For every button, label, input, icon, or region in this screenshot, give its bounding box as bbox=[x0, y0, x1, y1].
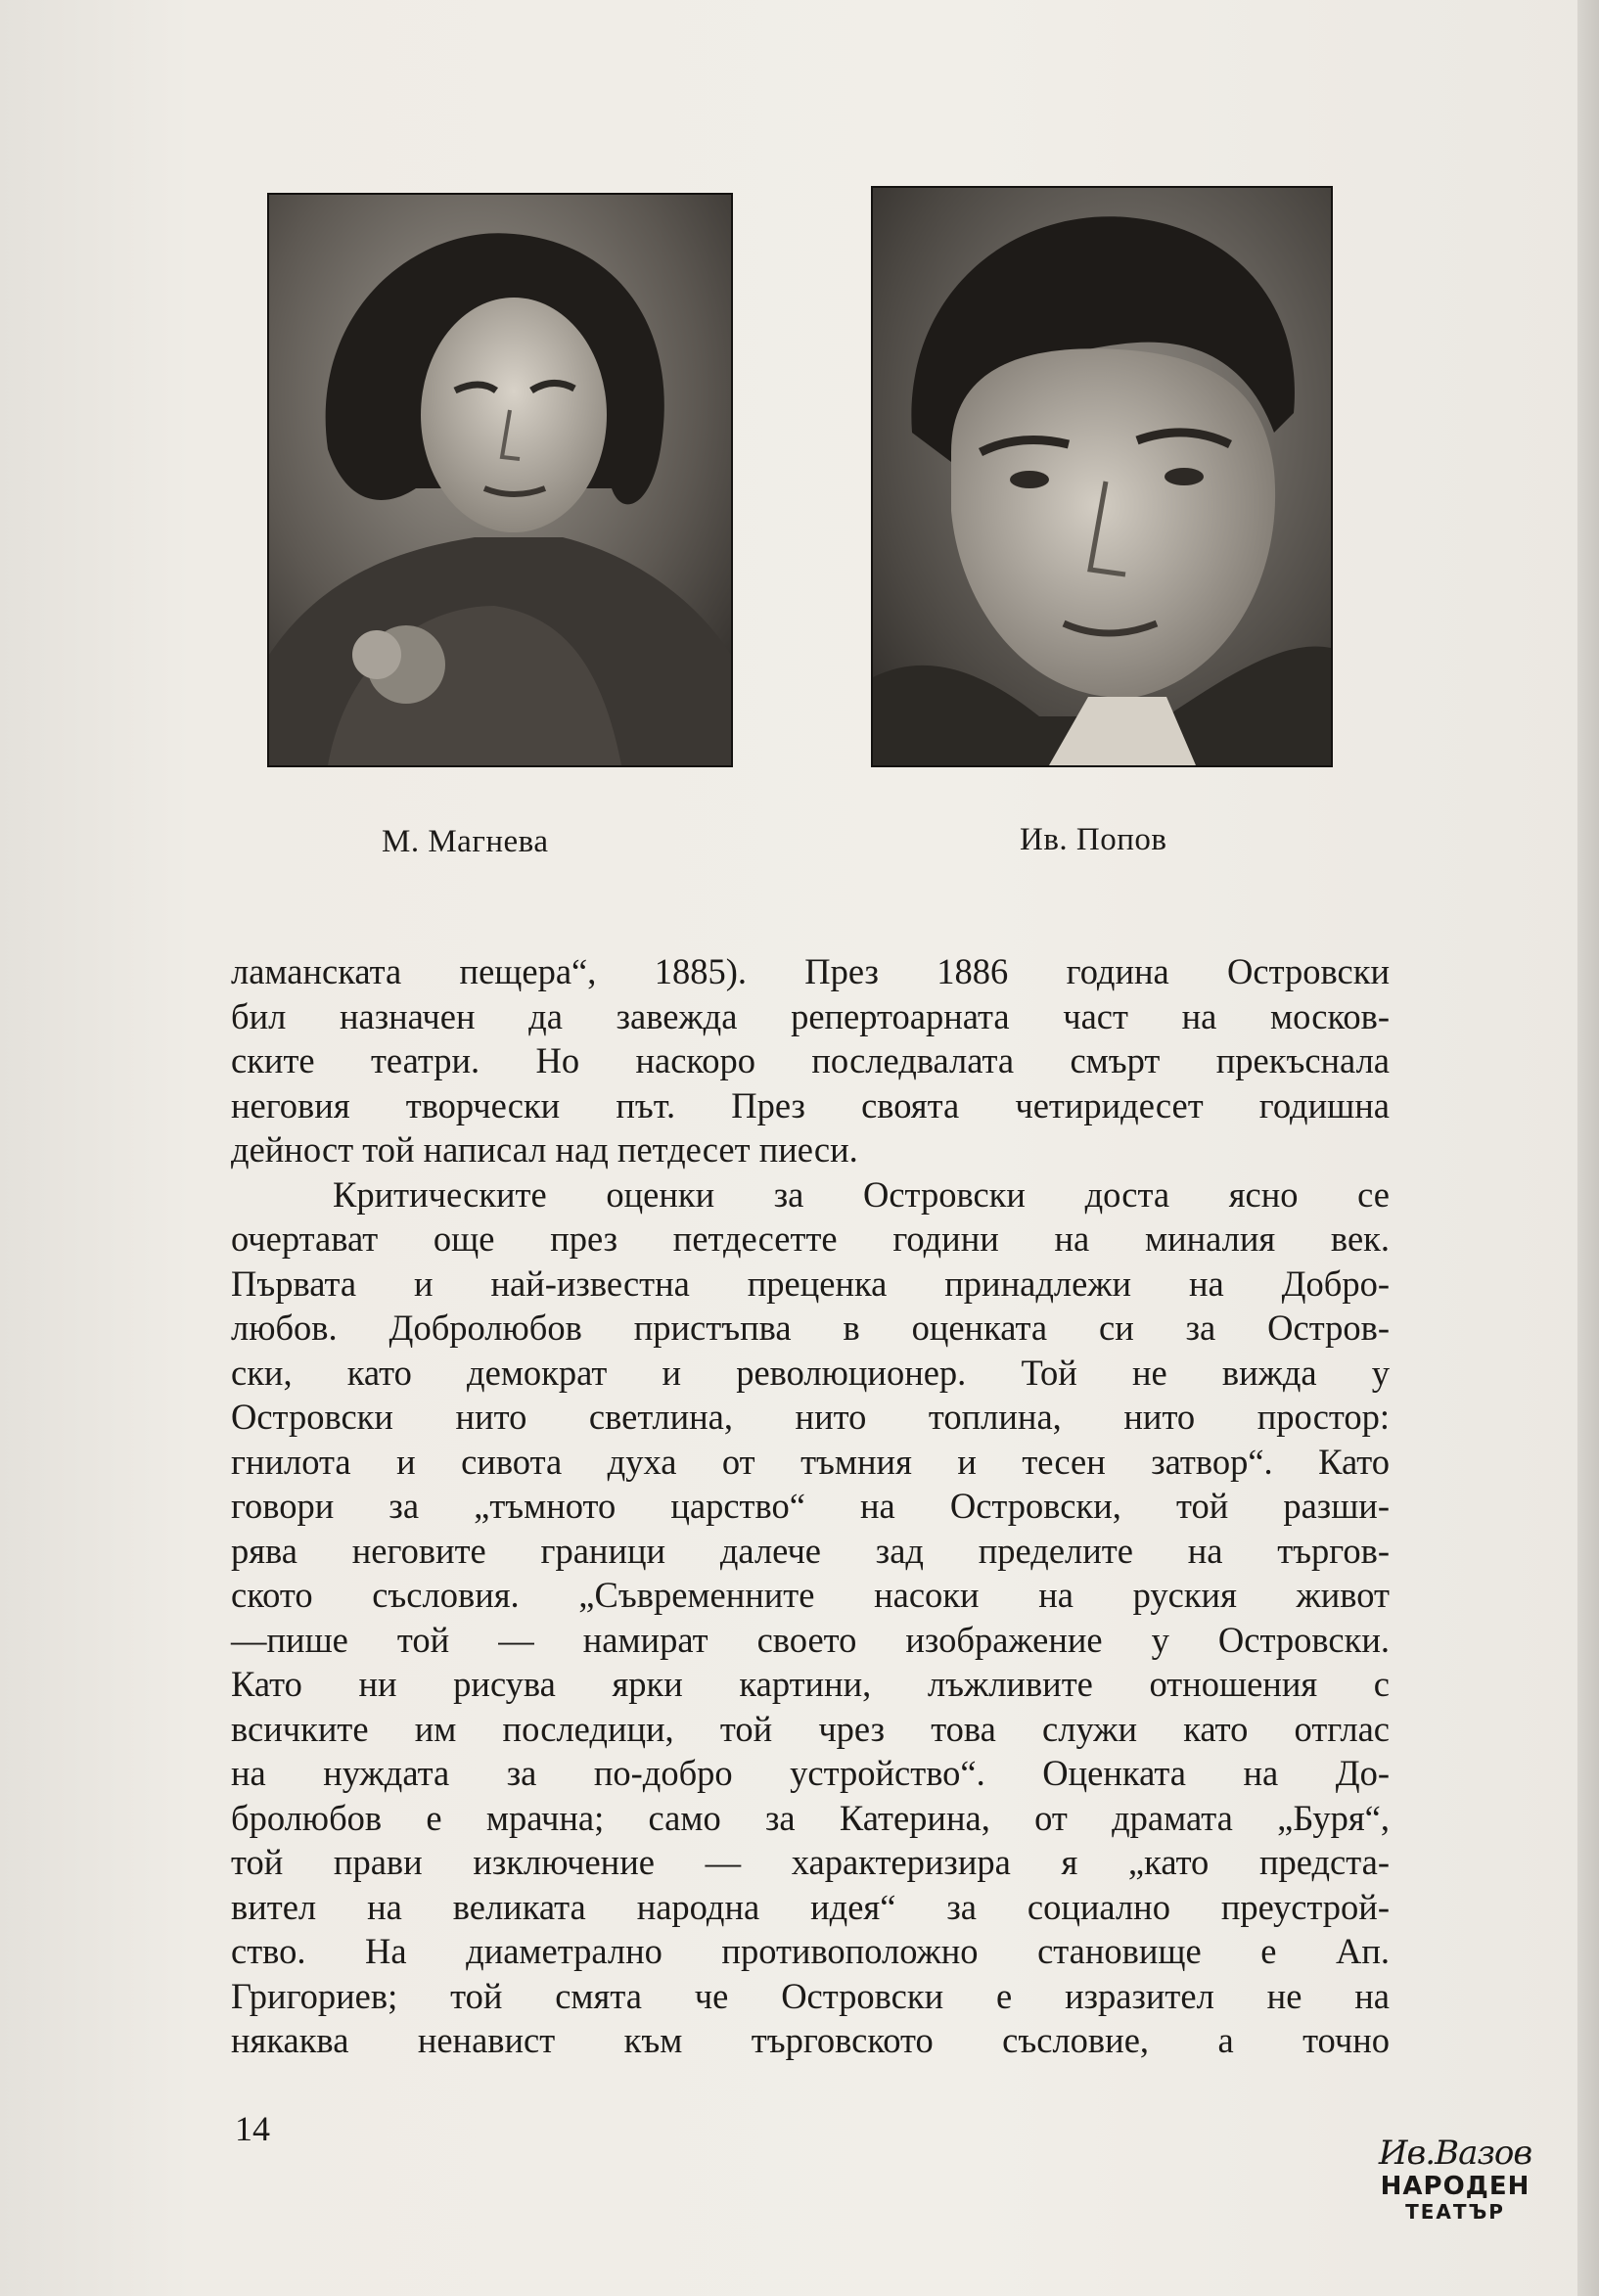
text-line: гнилота и сивота духа от тъмния и тесен затвор“. Като bbox=[231, 1441, 1390, 1482]
text-line: Критическите оценки за Островски доста ясно се bbox=[333, 1173, 1390, 1215]
text-line: всичките им последици, той чрез това служи като отглас bbox=[231, 1708, 1390, 1749]
text-line: ското съсловия. „Съвременните насоки на руския живот bbox=[231, 1575, 1390, 1615]
photo-caption-right: Ив. Попов bbox=[1020, 822, 1167, 857]
body-text bbox=[231, 949, 1390, 2063]
text-line: Първата и най-известна преценка принадлежи на Добро- bbox=[231, 1263, 1390, 1304]
text-line: на нуждата за по-добро устройство“. Оценката на До- bbox=[231, 1753, 1390, 1793]
page-edge bbox=[1577, 0, 1599, 2296]
logo-line-1: НАРОДЕН bbox=[1380, 2172, 1530, 2201]
text-line: —пише той — намират своето изображение у Островски. bbox=[231, 1619, 1390, 1660]
text-line: вител на великата народна идея“ за социално преустрой- bbox=[231, 1886, 1390, 1927]
text-line: Григориев; той смята че Островски е изразител не на bbox=[231, 1975, 1390, 2016]
text-line: ство. На диаметрално противоположно становище е Ап. bbox=[231, 1931, 1390, 1971]
national-theatre-logo bbox=[1378, 2134, 1532, 2243]
text-line: рява неговите граници далече зад пределите на търгов- bbox=[231, 1530, 1390, 1571]
text-line: ските театри. Но наскоро последвалата смърт прекъснала bbox=[231, 1040, 1390, 1080]
text-line: бил назначен да завежда репертоарната част на москов- bbox=[231, 995, 1390, 1036]
text-line: очертават още през петдесетте години на миналия век. bbox=[231, 1218, 1390, 1259]
text-line: Островски нито светлина, нито топлина, нито простор: bbox=[231, 1397, 1390, 1437]
logo-signature: Ив.Вазов bbox=[1378, 2134, 1532, 2173]
text-line: някаква ненавист към търговското съсловие, а точно bbox=[231, 2020, 1390, 2060]
logo-line-2: ТЕАТЪР bbox=[1405, 2200, 1505, 2224]
text-line: говори за „тъмното царство“ на Островски, той разши- bbox=[231, 1486, 1390, 1526]
text-line: ламанската пещера“, 1885). През 1886 година Островски bbox=[231, 951, 1390, 991]
portrait-photo-magneva bbox=[267, 193, 733, 767]
text-line: Като ни рисува ярки картини, лъжливите отношения с bbox=[231, 1664, 1390, 1704]
text-line: дейност той написал над петдесет пиеси. bbox=[231, 1129, 858, 1170]
text-line: ски, като демократ и революционер. Той не вижда у bbox=[231, 1352, 1390, 1393]
text-line: неговия творчески път. През своята четиридесет годишна bbox=[231, 1084, 1390, 1125]
text-line: той прави изключение — характеризира я „като предста- bbox=[231, 1842, 1390, 1882]
page-number: 14 bbox=[235, 2109, 270, 2148]
text-line: любов. Добролюбов пристъпва в оценката си за Остров- bbox=[231, 1308, 1390, 1348]
photo-caption-left: М. Магнева bbox=[382, 824, 549, 859]
portrait-photo-popov bbox=[871, 186, 1333, 767]
text-line: бролюбов е мрачна; само за Катерина, от драмата „Буря“, bbox=[231, 1797, 1390, 1838]
